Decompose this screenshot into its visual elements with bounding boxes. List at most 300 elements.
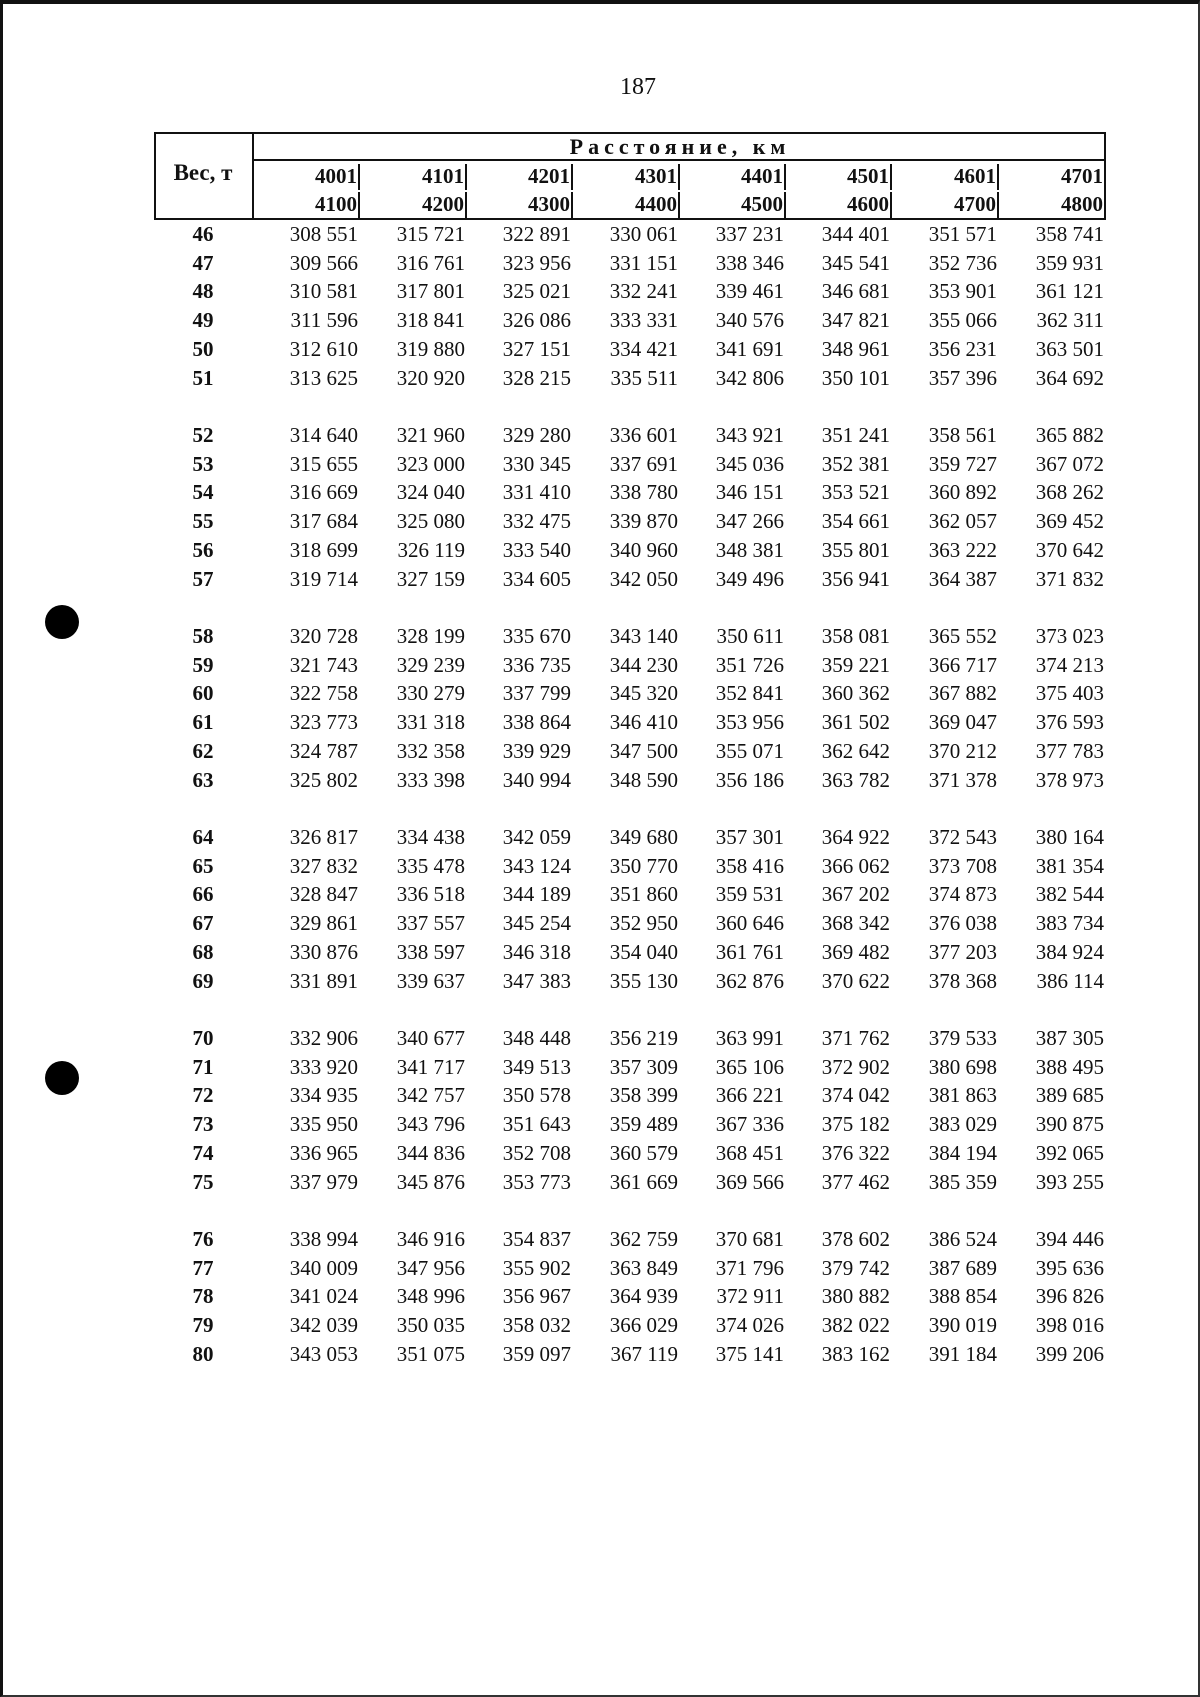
table-row xyxy=(154,1340,1106,1368)
price-cell: 320 728 xyxy=(289,624,358,648)
table-row xyxy=(154,1024,1106,1052)
price-cell: 339 870 xyxy=(609,509,678,534)
price-cell: 353 521 xyxy=(821,480,890,505)
table-row xyxy=(154,565,1106,593)
price-cell: 365 106 xyxy=(715,1054,784,1079)
price-cell: 342 757 xyxy=(396,1083,465,1108)
price-cell: 375 141 xyxy=(715,1341,784,1366)
price-cell: 321 960 xyxy=(396,423,465,447)
price-cell: 349 496 xyxy=(715,566,784,591)
price-cell: 350 101 xyxy=(821,365,890,390)
weight-cell: 53 xyxy=(192,451,214,476)
price-cell: 331 891 xyxy=(289,968,358,993)
table-row xyxy=(154,909,1106,937)
price-cell: 333 540 xyxy=(502,537,571,562)
price-cell: 365 882 xyxy=(1035,423,1104,447)
range-divider xyxy=(571,164,573,190)
price-cell: 366 221 xyxy=(715,1083,784,1108)
price-cell: 343 124 xyxy=(502,853,571,878)
price-cell: 325 080 xyxy=(396,509,465,534)
price-cell: 334 605 xyxy=(502,566,571,591)
price-cell: 347 500 xyxy=(609,738,678,763)
price-cell: 385 359 xyxy=(928,1169,997,1194)
price-cell: 355 071 xyxy=(715,738,784,763)
price-cell: 387 689 xyxy=(928,1255,997,1280)
price-cell: 343 796 xyxy=(396,1112,465,1137)
price-cell: 337 799 xyxy=(502,681,571,706)
range-divider xyxy=(358,192,360,218)
price-cell: 338 346 xyxy=(715,250,784,275)
table-row xyxy=(154,1254,1106,1282)
price-cell: 377 783 xyxy=(1035,738,1104,763)
price-cell: 337 557 xyxy=(396,911,465,936)
price-cell: 343 140 xyxy=(609,624,678,648)
price-cell: 325 021 xyxy=(502,279,571,304)
range-from: 4701 xyxy=(1061,164,1103,188)
price-cell: 336 965 xyxy=(289,1140,358,1165)
price-cell: 370 622 xyxy=(821,968,890,993)
price-cell: 319 880 xyxy=(396,336,465,361)
distance-range-header xyxy=(574,162,680,220)
price-cell: 360 579 xyxy=(609,1140,678,1165)
price-cell: 372 543 xyxy=(928,825,997,849)
table-row xyxy=(154,1225,1106,1253)
price-cell: 341 024 xyxy=(289,1284,358,1309)
price-cell: 337 979 xyxy=(289,1169,358,1194)
price-cell: 341 717 xyxy=(396,1054,465,1079)
price-cell: 324 040 xyxy=(396,480,465,505)
weight-cell: 75 xyxy=(192,1169,214,1194)
price-cell: 315 655 xyxy=(289,451,358,476)
price-cell: 388 854 xyxy=(928,1284,997,1309)
table-row xyxy=(154,478,1106,506)
weight-cell: 67 xyxy=(192,911,214,936)
price-cell: 376 593 xyxy=(1035,710,1104,735)
table-row xyxy=(154,622,1106,650)
price-cell: 335 478 xyxy=(396,853,465,878)
price-cell: 322 891 xyxy=(502,222,571,246)
price-cell: 384 924 xyxy=(1035,939,1104,964)
price-cell: 314 640 xyxy=(289,423,358,447)
price-cell: 380 164 xyxy=(1035,825,1104,849)
price-cell: 327 159 xyxy=(396,566,465,591)
price-cell: 391 184 xyxy=(928,1341,997,1366)
price-cell: 398 016 xyxy=(1035,1313,1104,1338)
price-cell: 340 994 xyxy=(502,767,571,792)
price-cell: 318 841 xyxy=(396,308,465,333)
price-cell: 364 939 xyxy=(609,1284,678,1309)
weight-cell: 80 xyxy=(192,1341,214,1366)
distance-range-header xyxy=(680,162,786,220)
price-cell: 345 876 xyxy=(396,1169,465,1194)
table-row xyxy=(154,737,1106,765)
price-cell: 363 849 xyxy=(609,1255,678,1280)
table-row xyxy=(154,938,1106,966)
price-cell: 352 736 xyxy=(928,250,997,275)
price-cell: 340 576 xyxy=(715,308,784,333)
price-cell: 359 531 xyxy=(715,882,784,907)
weight-cell: 68 xyxy=(192,939,214,964)
price-cell: 368 342 xyxy=(821,911,890,936)
punch-hole xyxy=(45,1061,79,1095)
price-cell: 366 062 xyxy=(821,853,890,878)
price-cell: 363 991 xyxy=(715,1026,784,1050)
table-row xyxy=(154,1081,1106,1109)
price-cell: 337 691 xyxy=(609,451,678,476)
weight-cell: 78 xyxy=(192,1284,214,1309)
price-cell: 340 960 xyxy=(609,537,678,562)
table-row xyxy=(154,335,1106,363)
price-cell: 316 669 xyxy=(289,480,358,505)
price-cell: 349 513 xyxy=(502,1054,571,1079)
price-cell: 342 806 xyxy=(715,365,784,390)
range-divider xyxy=(890,164,892,190)
table-row xyxy=(154,1168,1106,1196)
price-cell: 376 322 xyxy=(821,1140,890,1165)
range-to: 4800 xyxy=(1061,192,1103,216)
price-cell: 358 416 xyxy=(715,853,784,878)
weight-cell: 58 xyxy=(192,624,214,648)
price-cell: 350 578 xyxy=(502,1083,571,1108)
price-cell: 337 231 xyxy=(715,222,784,246)
price-cell: 330 061 xyxy=(609,222,678,246)
price-cell: 380 882 xyxy=(821,1284,890,1309)
price-cell: 343 053 xyxy=(289,1341,358,1366)
price-cell: 333 331 xyxy=(609,308,678,333)
price-cell: 328 215 xyxy=(502,365,571,390)
table-row xyxy=(154,967,1106,995)
price-cell: 369 566 xyxy=(715,1169,784,1194)
price-cell: 356 186 xyxy=(715,767,784,792)
range-divider xyxy=(571,192,573,218)
price-cell: 356 231 xyxy=(928,336,997,361)
price-cell: 346 916 xyxy=(396,1227,465,1251)
price-cell: 368 451 xyxy=(715,1140,784,1165)
price-cell: 366 029 xyxy=(609,1313,678,1338)
range-from: 4001 xyxy=(315,164,357,188)
price-cell: 382 022 xyxy=(821,1313,890,1338)
price-cell: 325 802 xyxy=(289,767,358,792)
price-cell: 380 698 xyxy=(928,1054,997,1079)
price-cell: 368 262 xyxy=(1035,480,1104,505)
range-from: 4601 xyxy=(954,164,996,188)
price-cell: 374 213 xyxy=(1035,652,1104,677)
price-cell: 328 847 xyxy=(289,882,358,907)
price-cell: 342 039 xyxy=(289,1313,358,1338)
price-cell: 355 902 xyxy=(502,1255,571,1280)
price-cell: 367 882 xyxy=(928,681,997,706)
table-row xyxy=(154,651,1106,679)
price-cell: 372 902 xyxy=(821,1054,890,1079)
weight-column-header: Вес, т xyxy=(173,160,233,185)
price-cell: 328 199 xyxy=(396,624,465,648)
price-cell: 341 691 xyxy=(715,336,784,361)
price-cell: 362 876 xyxy=(715,968,784,993)
price-cell: 371 832 xyxy=(1035,566,1104,591)
price-cell: 331 318 xyxy=(396,710,465,735)
price-cell: 344 230 xyxy=(609,652,678,677)
price-cell: 361 669 xyxy=(609,1169,678,1194)
price-cell: 326 086 xyxy=(502,308,571,333)
price-cell: 381 354 xyxy=(1035,853,1104,878)
price-cell: 364 922 xyxy=(821,825,890,849)
price-cell: 353 773 xyxy=(502,1169,571,1194)
weight-cell: 60 xyxy=(192,681,214,706)
price-cell: 326 817 xyxy=(289,825,358,849)
price-cell: 352 841 xyxy=(715,681,784,706)
weight-cell: 61 xyxy=(192,710,214,735)
price-cell: 360 646 xyxy=(715,911,784,936)
distance-header: Расстояние, км xyxy=(569,134,791,159)
punch-hole xyxy=(45,605,79,639)
price-cell: 332 241 xyxy=(609,279,678,304)
range-divider xyxy=(997,164,999,190)
price-cell: 336 518 xyxy=(396,882,465,907)
weight-cell: 48 xyxy=(192,279,214,304)
table-row xyxy=(154,1139,1106,1167)
price-cell: 370 642 xyxy=(1035,537,1104,562)
price-cell: 359 221 xyxy=(821,652,890,677)
price-cell: 367 072 xyxy=(1035,451,1104,476)
range-divider xyxy=(997,192,999,218)
price-cell: 346 681 xyxy=(821,279,890,304)
price-cell: 310 581 xyxy=(289,279,358,304)
distance-range-header xyxy=(361,162,467,220)
price-cell: 317 684 xyxy=(289,509,358,534)
price-cell: 362 759 xyxy=(609,1227,678,1251)
weight-cell: 71 xyxy=(192,1054,214,1079)
price-cell: 347 266 xyxy=(715,509,784,534)
price-cell: 332 475 xyxy=(502,509,571,534)
price-cell: 342 050 xyxy=(609,566,678,591)
price-cell: 370 212 xyxy=(928,738,997,763)
weight-cell: 65 xyxy=(192,853,214,878)
price-cell: 355 801 xyxy=(821,537,890,562)
price-cell: 348 996 xyxy=(396,1284,465,1309)
weight-cell: 47 xyxy=(192,250,214,275)
table-row xyxy=(154,507,1106,535)
price-cell: 359 931 xyxy=(1035,250,1104,275)
weight-cell: 63 xyxy=(192,767,214,792)
price-cell: 327 151 xyxy=(502,336,571,361)
range-divider xyxy=(1104,164,1106,190)
price-cell: 350 611 xyxy=(716,624,784,648)
price-cell: 388 495 xyxy=(1035,1054,1104,1079)
price-cell: 360 892 xyxy=(928,480,997,505)
table-row xyxy=(154,536,1106,564)
price-cell: 344 189 xyxy=(502,882,571,907)
price-cell: 361 502 xyxy=(821,710,890,735)
table-row xyxy=(154,1110,1106,1138)
price-cell: 320 920 xyxy=(396,365,465,390)
price-cell: 369 047 xyxy=(928,710,997,735)
range-from: 4401 xyxy=(741,164,783,188)
price-cell: 374 042 xyxy=(821,1083,890,1108)
price-cell: 353 901 xyxy=(928,279,997,304)
price-cell: 330 345 xyxy=(502,451,571,476)
weight-cell: 72 xyxy=(192,1083,214,1108)
price-cell: 374 873 xyxy=(928,882,997,907)
table-row xyxy=(154,277,1106,305)
price-cell: 386 114 xyxy=(1036,968,1104,993)
weight-cell: 57 xyxy=(192,566,214,591)
price-cell: 343 921 xyxy=(715,423,784,447)
price-cell: 358 399 xyxy=(609,1083,678,1108)
price-cell: 340 009 xyxy=(289,1255,358,1280)
price-cell: 316 761 xyxy=(396,250,465,275)
price-cell: 327 832 xyxy=(289,853,358,878)
price-cell: 366 717 xyxy=(928,652,997,677)
price-cell: 333 920 xyxy=(289,1054,358,1079)
price-cell: 335 670 xyxy=(502,624,571,648)
range-to: 4500 xyxy=(741,192,783,216)
price-cell: 329 861 xyxy=(289,911,358,936)
range-from: 4201 xyxy=(528,164,570,188)
price-cell: 367 119 xyxy=(610,1341,678,1366)
price-cell: 358 741 xyxy=(1035,222,1104,246)
price-cell: 323 000 xyxy=(396,451,465,476)
price-cell: 335 950 xyxy=(289,1112,358,1137)
table-row xyxy=(154,708,1106,736)
price-cell: 347 821 xyxy=(821,308,890,333)
price-cell: 363 501 xyxy=(1035,336,1104,361)
price-cell: 374 026 xyxy=(715,1313,784,1338)
price-cell: 345 541 xyxy=(821,250,890,275)
price-cell: 319 714 xyxy=(289,566,358,591)
price-cell: 379 533 xyxy=(928,1026,997,1050)
price-cell: 378 973 xyxy=(1035,767,1104,792)
price-cell: 344 401 xyxy=(821,222,890,246)
price-cell: 356 941 xyxy=(821,566,890,591)
price-cell: 339 929 xyxy=(502,738,571,763)
range-to: 4200 xyxy=(422,192,464,216)
price-cell: 365 552 xyxy=(928,624,997,648)
price-cell: 379 742 xyxy=(821,1255,890,1280)
price-cell: 396 826 xyxy=(1035,1284,1104,1309)
price-cell: 367 336 xyxy=(715,1112,784,1137)
price-cell: 383 029 xyxy=(928,1112,997,1137)
price-cell: 390 019 xyxy=(928,1313,997,1338)
price-cell: 348 448 xyxy=(502,1026,571,1050)
price-cell: 351 643 xyxy=(502,1112,571,1137)
price-cell: 361 761 xyxy=(715,939,784,964)
price-cell: 345 320 xyxy=(609,681,678,706)
price-cell: 362 057 xyxy=(928,509,997,534)
price-cell: 357 396 xyxy=(928,365,997,390)
price-cell: 323 773 xyxy=(289,710,358,735)
price-cell: 315 721 xyxy=(396,222,465,246)
price-cell: 369 452 xyxy=(1035,509,1104,534)
weight-cell: 56 xyxy=(192,537,214,562)
price-cell: 313 625 xyxy=(289,365,358,390)
price-cell: 390 875 xyxy=(1035,1112,1104,1137)
price-cell: 321 743 xyxy=(289,652,358,677)
price-cell: 338 597 xyxy=(396,939,465,964)
price-cell: 384 194 xyxy=(928,1140,997,1165)
price-cell: 356 219 xyxy=(609,1026,678,1050)
price-cell: 339 637 xyxy=(396,968,465,993)
price-cell: 354 837 xyxy=(502,1227,571,1251)
price-cell: 387 305 xyxy=(1035,1026,1104,1050)
price-cell: 386 524 xyxy=(928,1227,997,1251)
price-cell: 347 383 xyxy=(502,968,571,993)
weight-cell: 59 xyxy=(192,652,214,677)
table-row xyxy=(154,823,1106,851)
weight-cell: 54 xyxy=(192,480,214,505)
range-to: 4600 xyxy=(847,192,889,216)
weight-cell: 46 xyxy=(192,222,214,246)
range-from: 4501 xyxy=(847,164,889,188)
price-cell: 373 708 xyxy=(928,853,997,878)
price-cell: 355 066 xyxy=(928,308,997,333)
price-cell: 318 699 xyxy=(289,537,358,562)
price-cell: 317 801 xyxy=(396,279,465,304)
price-cell: 392 065 xyxy=(1035,1140,1104,1165)
price-cell: 350 770 xyxy=(609,853,678,878)
price-cell: 350 035 xyxy=(396,1313,465,1338)
price-cell: 358 561 xyxy=(928,423,997,447)
price-cell: 378 602 xyxy=(821,1227,890,1251)
price-cell: 346 151 xyxy=(715,480,784,505)
range-divider xyxy=(358,164,360,190)
weight-cell: 74 xyxy=(192,1140,214,1165)
price-cell: 336 601 xyxy=(609,423,678,447)
price-cell: 311 596 xyxy=(290,308,358,333)
price-cell: 352 950 xyxy=(609,911,678,936)
weight-cell: 64 xyxy=(192,825,214,849)
price-cell: 351 726 xyxy=(715,652,784,677)
weight-cell: 50 xyxy=(192,336,214,361)
weight-cell: 66 xyxy=(192,882,214,907)
price-cell: 362 311 xyxy=(1036,308,1104,333)
price-cell: 358 081 xyxy=(821,624,890,648)
price-cell: 395 636 xyxy=(1035,1255,1104,1280)
price-cell: 333 398 xyxy=(396,767,465,792)
weight-cell: 55 xyxy=(192,509,214,534)
price-cell: 338 864 xyxy=(502,710,571,735)
weight-cell: 76 xyxy=(192,1227,214,1251)
price-cell: 363 222 xyxy=(928,537,997,562)
price-cell: 308 551 xyxy=(289,222,358,246)
price-cell: 373 023 xyxy=(1035,624,1104,648)
price-cell: 312 610 xyxy=(289,336,358,361)
distance-range-header xyxy=(254,162,360,220)
price-cell: 326 119 xyxy=(397,537,465,562)
price-cell: 371 762 xyxy=(821,1026,890,1050)
weight-cell: 52 xyxy=(192,423,214,447)
table-row xyxy=(154,1311,1106,1339)
price-cell: 399 206 xyxy=(1035,1341,1104,1366)
price-cell: 345 036 xyxy=(715,451,784,476)
price-cell: 347 956 xyxy=(396,1255,465,1280)
price-cell: 357 309 xyxy=(609,1054,678,1079)
range-to: 4700 xyxy=(954,192,996,216)
price-cell: 389 685 xyxy=(1035,1083,1104,1108)
price-cell: 363 782 xyxy=(821,767,890,792)
price-cell: 331 151 xyxy=(609,250,678,275)
price-cell: 351 241 xyxy=(821,423,890,447)
price-cell: 309 566 xyxy=(289,250,358,275)
price-cell: 348 381 xyxy=(715,537,784,562)
table-row xyxy=(154,880,1106,908)
price-cell: 342 059 xyxy=(502,825,571,849)
price-cell: 367 202 xyxy=(821,882,890,907)
distance-range-header xyxy=(467,162,573,220)
price-cell: 348 590 xyxy=(609,767,678,792)
price-cell: 359 097 xyxy=(502,1341,571,1366)
price-cell: 352 708 xyxy=(502,1140,571,1165)
table-row xyxy=(154,450,1106,478)
